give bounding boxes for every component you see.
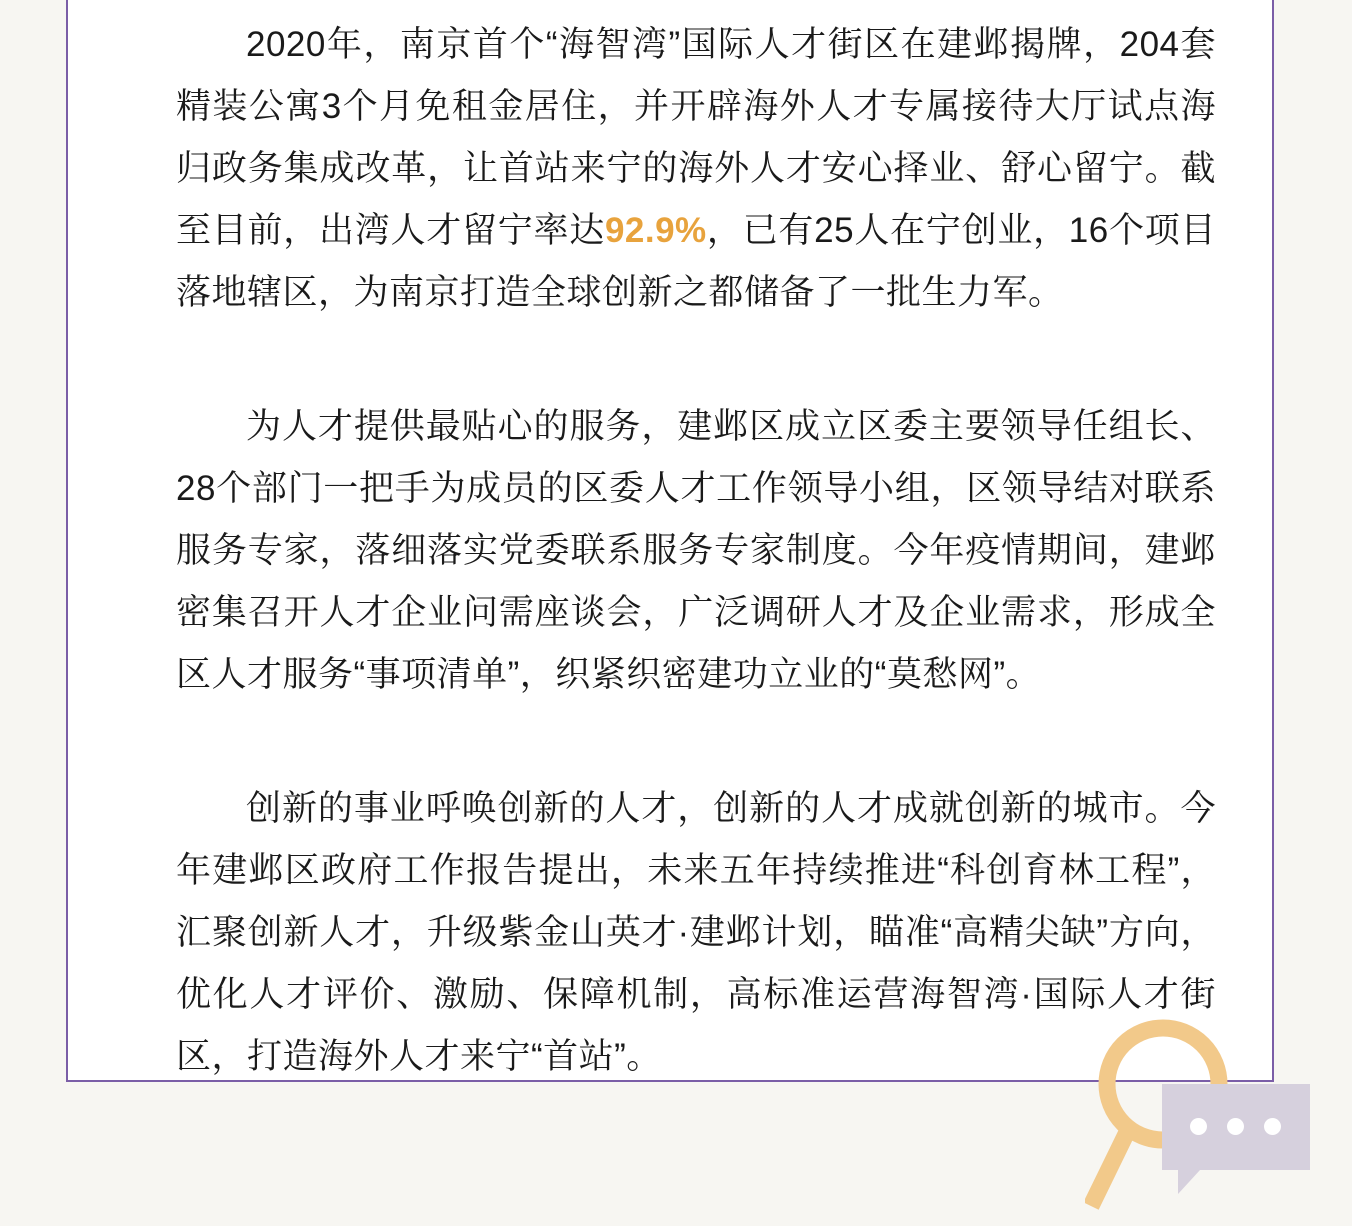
paragraph-2 <box>176 396 1216 706</box>
paragraph-2-text: 为人才提供最贴心的服务，建邺区成立区委主要领导任组长、28个部门一把手为成员的区委人才工作领导小组，区领导结对联系服务专家，落细落实党委联系服务专家制度。今年疫情期间，建邺密集召开人才企业问需座谈会，广泛调研人才及企业需求，形成全区人才服务“事项清单”，织紧织密建功立业的“莫愁网”。 <box>176 407 1216 694</box>
speech-bubble-dots <box>1190 1118 1281 1135</box>
paragraph-3 <box>176 778 1216 1088</box>
paragraph-3-text: 创新的事业呼唤创新的人才，创新的人才成就创新的城市。今年建邺区政府工作报告提出，未来五年持续推进“科创育林工程”，汇聚创新人才，升级紫金山英才·建邺计划，瞄准“高精尖缺”方向，优化人才评价、激励、保障机制，高标准运营海智湾·国际人才街区，打造海外人才来宁“首站”。 <box>176 789 1216 1076</box>
paragraph-1-text-tail: ，已有25人在宁创业，16个项目落地辖区，为南京打造全球创新之都储备了一批生力军。 <box>176 211 1216 312</box>
article-card <box>66 0 1274 1082</box>
speech-bubble-icon <box>1162 1084 1310 1194</box>
paragraph-1 <box>176 14 1216 324</box>
paragraph-1-text-lead: 2020年，南京首个“海智湾”国际人才街区在建邺揭牌，204套精装公寓3个月免租金居住，并开辟海外人才专属接待大厅试点海归政务集成改革，让首站来宁的海外人才安心择业、舒心留宁。截至目前，出湾人才留宁率达 <box>176 25 1216 250</box>
speech-bubble-dot <box>1190 1118 1207 1135</box>
article-body <box>176 14 1216 1088</box>
speech-bubble-dot <box>1264 1118 1281 1135</box>
highlight-percentage: 92.9% <box>604 211 707 250</box>
speech-bubble-tail <box>1178 1170 1200 1194</box>
speech-bubble-dot <box>1227 1118 1244 1135</box>
